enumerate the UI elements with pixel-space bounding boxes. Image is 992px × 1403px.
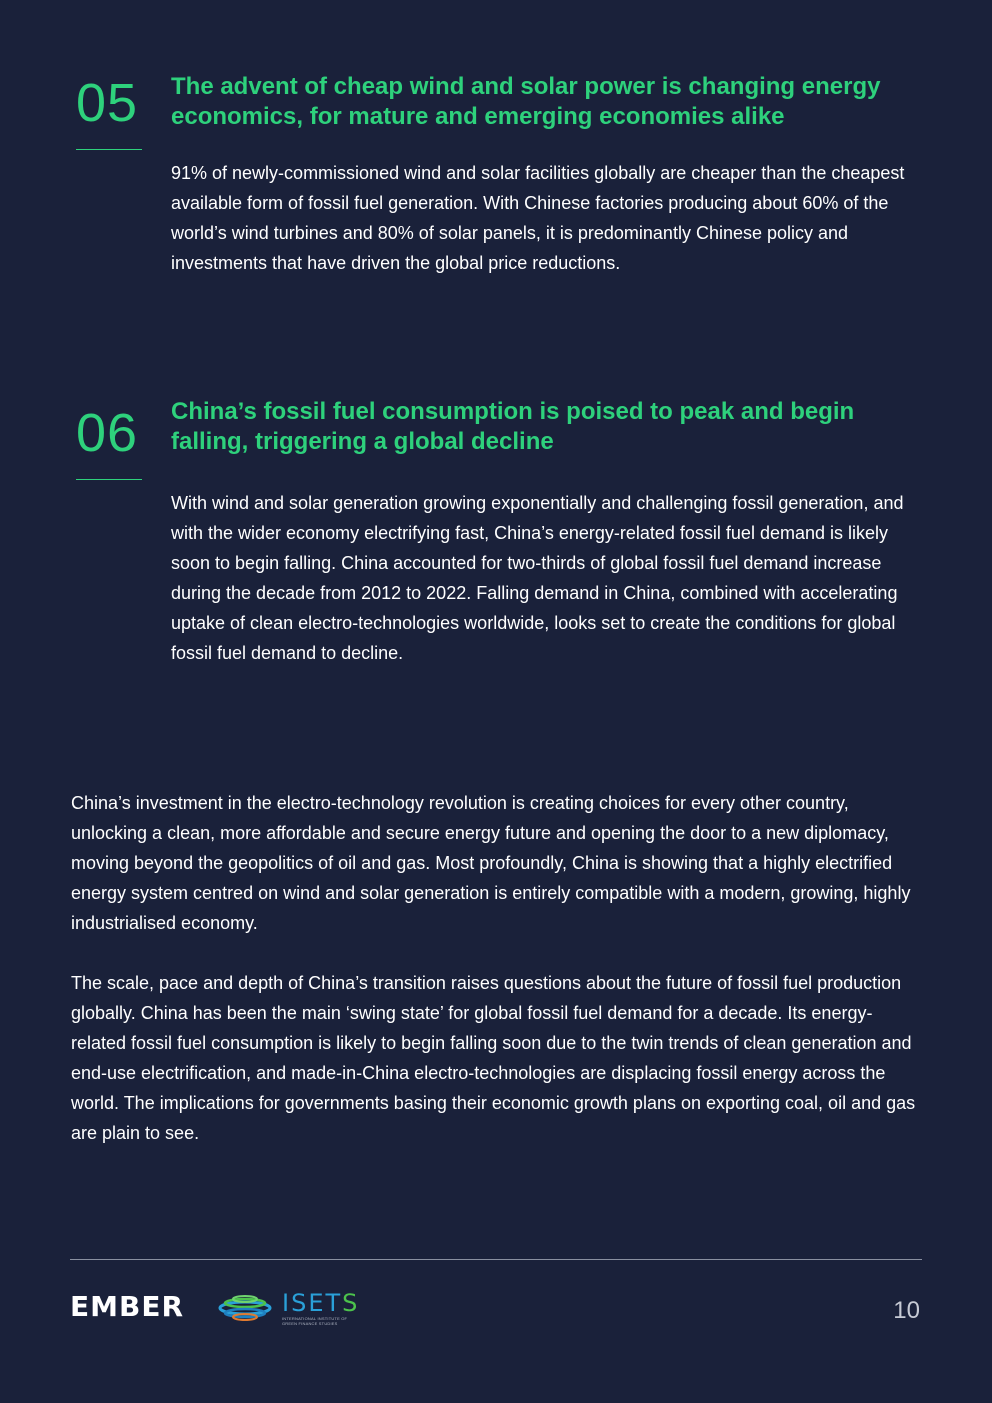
section-number: 05 (76, 73, 139, 133)
body-paragraph: China’s investment in the electro-technology revolution is creating choices for every other country, unlocking a clean, more affordable and secure energy future and opening the door to a new diplomacy, moving beyond the geopolitics of oil and gas. Most profoundly, China is showing that a highly electrified energy system centred on wind and solar generation is entirely compatible with a modern, growing, highly industrialised economy. (71, 793, 911, 933)
section-heading: China’s fossil fuel consumption is poised to peak and begin falling, triggering a global decline (171, 398, 855, 455)
section-body: With wind and solar generation growing exponentially and challenging fossil generation, and with the wider economy electrifying fast, China’s energy-related fossil fuel demand is likely soon to begin falling. China accounted for two-thirds of global fossil fuel demand increase during the decade from 2012 to 2022. Falling demand in China, combined with accelerating uptake of clean electro-technologies worldwide, looks set to create the conditions for global fossil fuel demand to decline. (171, 493, 904, 663)
section-number-underline (76, 479, 142, 480)
globe-icon (218, 1291, 272, 1325)
section-number-underline (76, 149, 142, 150)
isets-logo-text: ISETS (282, 1289, 360, 1317)
section-number: 06 (76, 403, 139, 463)
footer-divider (70, 1259, 922, 1260)
isets-logo-subtext: INTERNATIONAL INSTITUTE OF GREEN FINANCE STUDIES (282, 1316, 348, 1326)
isets-wordmark (282, 1290, 359, 1326)
ember-logo (70, 1292, 184, 1322)
section-body: 91% of newly-commissioned wind and solar facilities globally are cheaper than the cheapest available form of fossil fuel generation. With Chinese factories producing about 60% of the world’s wind turbines and 80% of solar panels, it is predominantly Chinese policy and investments that have driven the global price reductions. (171, 163, 905, 273)
page-number: 10 (893, 1297, 920, 1324)
ember-logo-text: EMBER (70, 1290, 185, 1323)
isets-logo (218, 1288, 359, 1328)
body-paragraph: The scale, pace and depth of China’s transition raises questions about the future of fossil fuel production globally. China has been the main ‘swing state’ for global fossil fuel demand for a decade. Its energy-related fossil fuel consumption is likely to begin falling soon due to the twin trends of clean generation and end-use electrification, and made-in-China electro-technologies are displacing fossil energy across the world. The implications for governments basing their economic growth plans on exporting coal, oil and gas are plain to see. (71, 973, 916, 1143)
section-heading: The advent of cheap wind and solar power is changing energy economics, for mature and emerging economies alike (171, 73, 881, 130)
